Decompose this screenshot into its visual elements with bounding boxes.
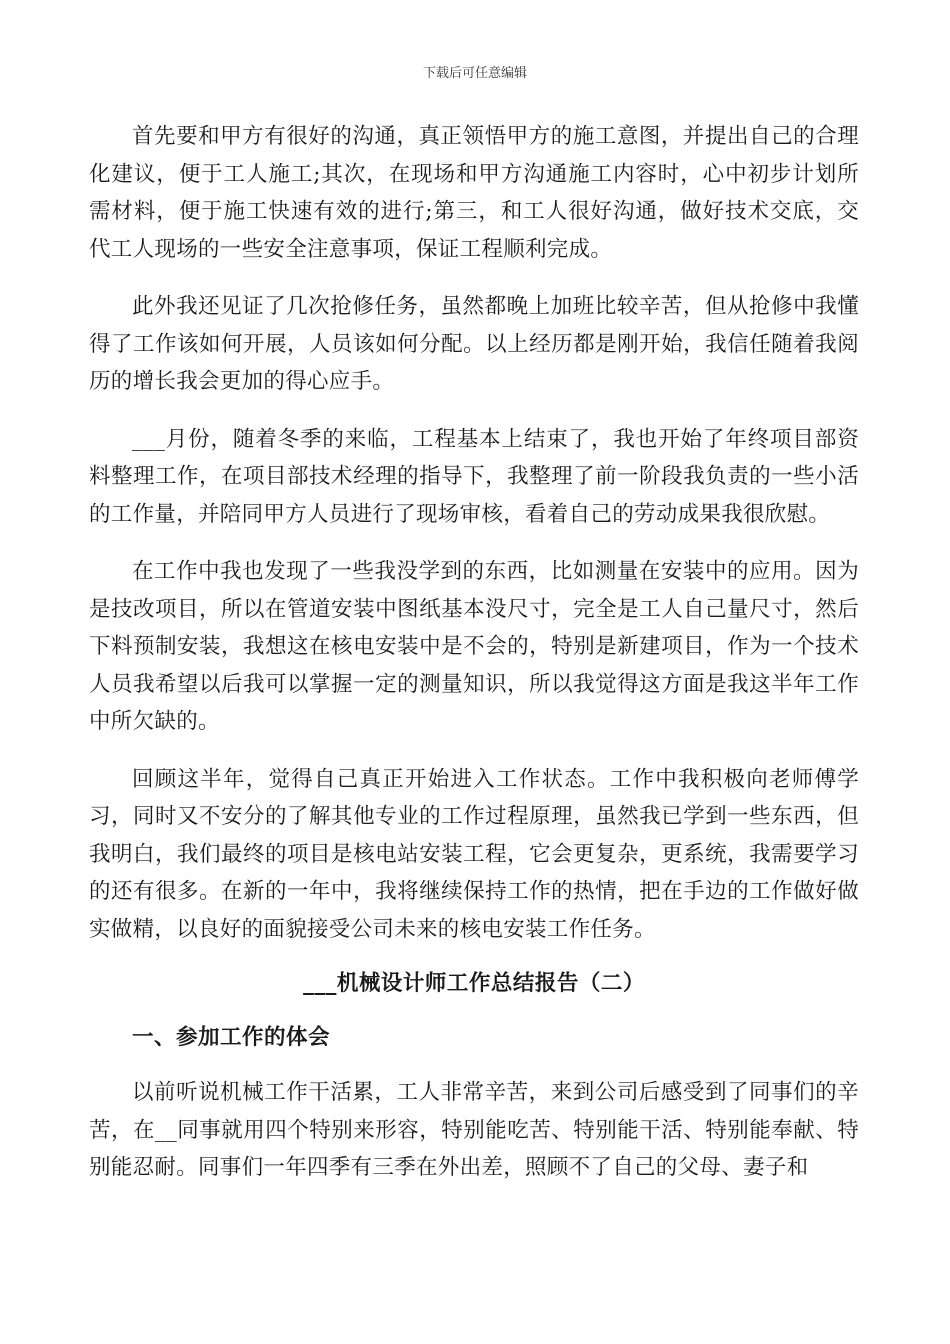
paragraph-4: 在工作中我也发现了一些我没学到的东西，比如测量在安装中的应用。因为是技改项目，所以在管道安装中图纸基本没尺寸，完全是工人自己量尺寸，然后下料预制安装，我想这在核电安装中是不会的，特别是新建项目，作为一个技术人员我希望以后我可以掌握一定的测量知识，所以我觉得这方面是我这半年工作中所欠缺的。 [89, 559, 859, 734]
paragraph-3: ___月份，随着冬季的来临，工程基本上结束了，我也开始了年终项目部资料整理工作，在项目部技术经理的指导下，我整理了前一阶段我负责的一些小活的工作量，并陪同甲方人员进行了现场审核，看着自己的劳动成果我很欣慰。 [89, 426, 859, 527]
document-body [89, 118, 859, 1187]
section-title: ___机械设计师工作总结报告（二） [303, 971, 645, 996]
page-header: 下载后可任意编辑 [422, 66, 527, 81]
paragraph-2: 此外我还见证了几次抢修任务，虽然都晚上加班比较辛苦，但从抢修中我懂得了工作该如何开展，人员该如何分配。以上经历都是刚开始，我信任随着我阅历的增长我会更加的得心应手。 [89, 294, 859, 394]
subsection-title: 一、参加工作的体会 [132, 1025, 331, 1050]
paragraph-5: 回顾这半年，觉得自己真正开始进入工作状态。工作中我积极向老师傅学习，同时又不安分的了解其他专业的工作过程原理，虽然我已学到一些东西，但我明白，我们最终的项目是核电站安装工程，它会更复杂，更系统，我需要学习的还有很多。在新的一年中，我将继续保持工作的热情，把在手边的工作做好做实做精，以良好的面貌接受公司未来的核电安装工作任务。 [89, 766, 859, 942]
paragraph-1: 首先要和甲方有很好的沟通，真正领悟甲方的施工意图，并提出自己的合理化建议，便于工人施工;其次，在现场和甲方沟通施工内容时，心中初步计划所需材料，便于施工快速有效的进行;第三，和工人很好沟通，做好技术交底，交代工人现场的一些安全注意事项，保证工程顺利完成。 [89, 124, 859, 262]
paragraph-6: 以前听说机械工作干活累，工人非常辛苦，来到公司后感受到了同事们的辛苦，在__同事就用四个特别来形容，特别能吃苦、特别能干活、特别能奉献、特别能忍耐。同事们一年四季有三季在外出差，照顾不了自己的父母、妻子和 [89, 1080, 859, 1180]
